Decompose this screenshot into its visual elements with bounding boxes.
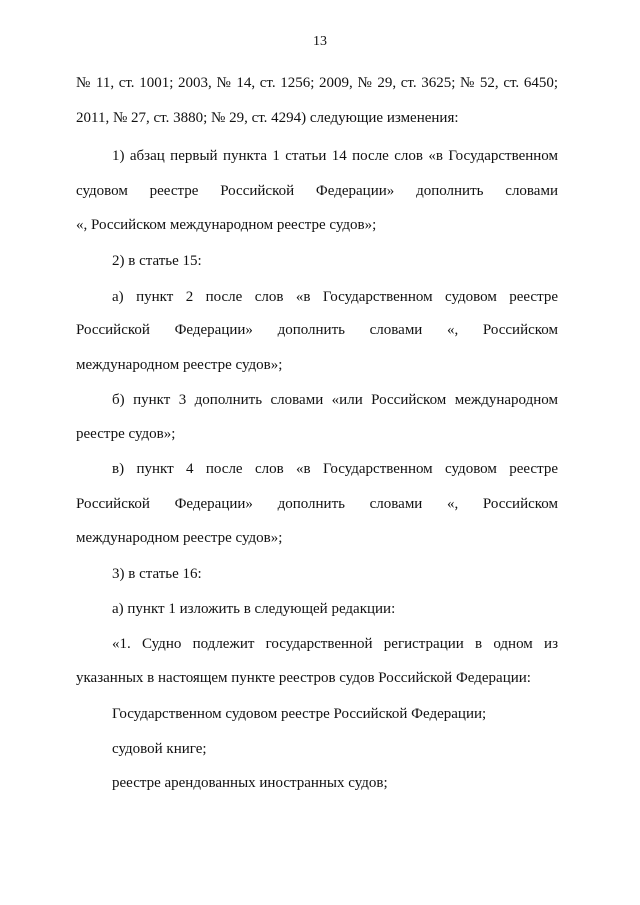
text-line: а) пункт 1 изложить в следующей редакции: xyxy=(112,601,396,617)
text-line: судовом реестре Российской Федерации» дополнить словами xyxy=(76,183,558,199)
text-line: международном реестре судов»; xyxy=(76,357,283,373)
text-line: б) пункт 3 дополнить словами «или Российском международном xyxy=(112,392,558,408)
text-line: указанных в настоящем пункте реестров судов Российской Федерации: xyxy=(76,670,531,686)
text-line: реестре судов»; xyxy=(76,426,176,442)
page-number: 13 xyxy=(313,34,327,49)
text-line: Российской Федерации» дополнить словами «, Российском xyxy=(76,496,558,512)
text-line: 2) в статье 15: xyxy=(112,253,202,269)
text-line: в) пункт 4 после слов «в Государственном судовом реестре xyxy=(112,461,558,477)
text-line: 3) в статье 16: xyxy=(112,566,202,582)
text-line: судовой книге; xyxy=(112,741,207,757)
text-line: международном реестре судов»; xyxy=(76,530,283,546)
text-line: реестре арендованных иностранных судов; xyxy=(112,775,388,791)
text-line: № 11, ст. 1001; 2003, № 14, ст. 1256; 2009, № 29, ст. 3625; № 52, ст. 6450; xyxy=(76,75,558,91)
text-line: Государственном судовом реестре Российской Федерации; xyxy=(112,706,487,722)
text-line: 2011, № 27, ст. 3880; № 29, ст. 4294) следующие изменения: xyxy=(76,110,459,126)
text-line: Российской Федерации» дополнить словами «, Российском xyxy=(76,322,558,338)
text-line: «1. Судно подлежит государственной регистрации в одном из xyxy=(112,636,558,652)
text-line: «, Российском международном реестре судов»; xyxy=(76,217,377,233)
text-line: 1) абзац первый пункта 1 статьи 14 после слов «в Государственном xyxy=(112,148,558,164)
text-line: а) пункт 2 после слов «в Государственном судовом реестре xyxy=(112,289,558,305)
